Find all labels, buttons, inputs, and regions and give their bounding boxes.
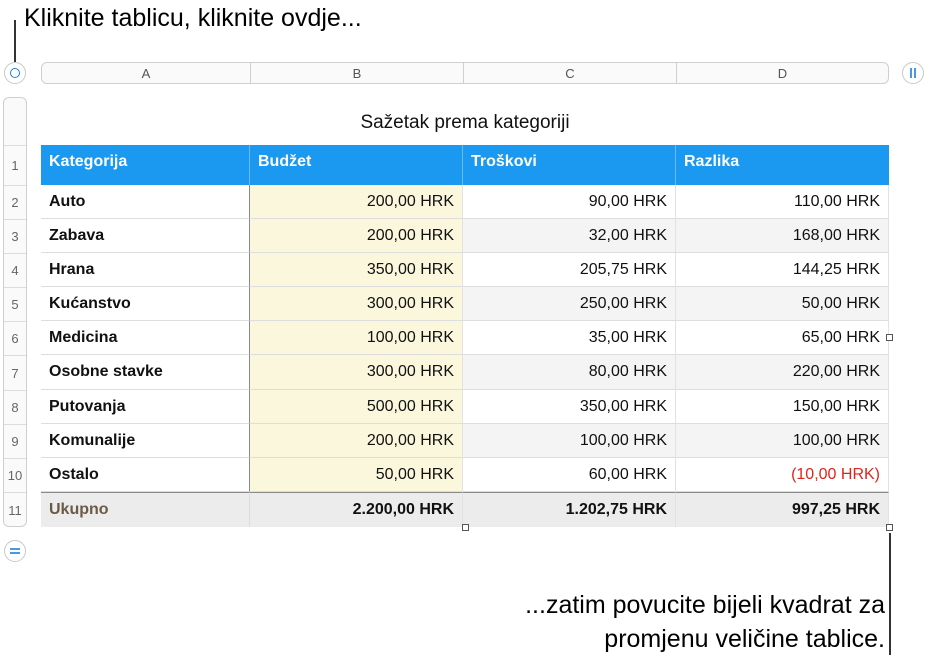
table-row [41, 287, 889, 321]
difference-cell[interactable]: 144,25 HRK [676, 253, 889, 287]
category-cell[interactable]: Zabava [41, 219, 250, 253]
column-header-a[interactable]: A [42, 63, 251, 83]
budget-cell[interactable]: 350,00 HRK [250, 253, 463, 287]
table-row [41, 458, 889, 492]
header-cell-expenses[interactable]: Troškovi [463, 145, 676, 185]
expenses-cell[interactable]: 35,00 HRK [463, 321, 676, 355]
row-header-2[interactable]: 2 [11, 195, 19, 210]
footer-difference-total[interactable]: 997,25 HRK [676, 492, 889, 527]
expenses-cell[interactable]: 350,00 HRK [463, 390, 676, 424]
table-row [41, 390, 889, 424]
table-row [41, 253, 889, 287]
difference-cell[interactable]: 110,00 HRK [676, 185, 889, 219]
footer-expenses-total[interactable]: 1.202,75 HRK [463, 492, 676, 527]
difference-cell[interactable]: 168,00 HRK [676, 219, 889, 253]
budget-cell[interactable]: 200,00 HRK [250, 424, 463, 458]
difference-cell[interactable]: 220,00 HRK [676, 355, 889, 390]
callout-top-leader [14, 20, 16, 62]
budget-cell[interactable]: 200,00 HRK [250, 219, 463, 253]
circle-select-icon [10, 68, 20, 78]
row-header-9[interactable]: 9 [11, 434, 19, 449]
table-row [41, 321, 889, 355]
expenses-cell[interactable]: 205,75 HRK [463, 253, 676, 287]
expenses-cell[interactable]: 60,00 HRK [463, 458, 676, 492]
expenses-cell[interactable]: 90,00 HRK [463, 185, 676, 219]
footer-total-label[interactable]: Ukupno [41, 492, 250, 527]
budget-cell[interactable]: 50,00 HRK [250, 458, 463, 492]
header-cell-difference[interactable]: Razlika [676, 145, 889, 185]
pause-bars-icon [902, 62, 924, 84]
table-row [41, 219, 889, 253]
row-header-8[interactable]: 8 [11, 400, 19, 415]
expenses-cell[interactable]: 32,00 HRK [463, 219, 676, 253]
difference-cell[interactable]: 100,00 HRK [676, 424, 889, 458]
table-row [41, 185, 889, 219]
callout-bottom-text [525, 588, 885, 656]
table-header-row [41, 145, 889, 185]
row-header-3[interactable]: 3 [11, 229, 19, 244]
category-cell[interactable]: Hrana [41, 253, 250, 287]
row-header-7[interactable]: 7 [11, 365, 19, 381]
resize-handle-bottom[interactable] [462, 524, 469, 531]
footer-budget-total[interactable]: 2.200,00 HRK [250, 492, 463, 527]
select-table-button[interactable] [4, 62, 26, 84]
header-cell-budget[interactable]: Budžet [250, 145, 463, 185]
difference-cell-negative[interactable]: (10,00 HRK) [676, 458, 889, 492]
header-cell-category[interactable]: Kategorija [41, 145, 250, 185]
row-header-10[interactable]: 10 [7, 468, 23, 483]
table-title[interactable]: Sažetak prema kategoriji [360, 112, 570, 133]
expenses-cell[interactable]: 80,00 HRK [463, 355, 676, 390]
callout-bottom-line2: promjenu veličine tablice. [604, 625, 885, 653]
table-footer-row [41, 492, 889, 527]
budget-cell[interactable]: 300,00 HRK [250, 287, 463, 321]
category-cell[interactable]: Osobne stavke [41, 355, 250, 390]
row-header-bar [3, 97, 27, 527]
expenses-cell[interactable]: 100,00 HRK [463, 424, 676, 458]
column-header-d[interactable]: D [777, 65, 788, 81]
difference-cell[interactable]: 50,00 HRK [676, 287, 889, 321]
resize-handle-right[interactable] [886, 334, 893, 341]
budget-cell[interactable]: 200,00 HRK [250, 185, 463, 219]
column-header-b[interactable]: B [251, 63, 464, 83]
category-cell[interactable]: Ostalo [41, 458, 250, 492]
column-header-c[interactable]: C [464, 63, 677, 83]
category-cell[interactable]: Komunalije [41, 424, 250, 458]
add-row-button[interactable] [4, 540, 26, 562]
category-cell[interactable]: Auto [41, 185, 250, 219]
row-header-11[interactable]: 11 [8, 502, 22, 518]
callout-bottom-leader [889, 533, 891, 655]
difference-cell[interactable]: 150,00 HRK [676, 390, 889, 424]
row-header-4[interactable]: 4 [11, 263, 19, 278]
column-header-bar [41, 62, 889, 84]
add-column-button[interactable] [902, 62, 924, 84]
callout-bottom-line1: ...zatim povucite bijeli kvadrat za [525, 591, 885, 619]
resize-handle-corner[interactable] [886, 524, 893, 531]
callout-top-text: Kliknite tablicu, kliknite ovdje... [24, 4, 362, 32]
category-cell[interactable]: Kućanstvo [41, 287, 250, 321]
expenses-cell[interactable]: 250,00 HRK [463, 287, 676, 321]
row-header-6[interactable]: 6 [11, 331, 19, 346]
budget-cell[interactable]: 300,00 HRK [250, 355, 463, 390]
category-cell[interactable]: Putovanja [41, 390, 250, 424]
table-row [41, 355, 889, 390]
budget-cell[interactable]: 500,00 HRK [250, 390, 463, 424]
difference-cell[interactable]: 65,00 HRK [676, 321, 889, 355]
row-header-5[interactable]: 5 [11, 297, 19, 312]
budget-cell[interactable]: 100,00 HRK [250, 321, 463, 355]
equals-icon [4, 540, 26, 562]
row-header-1[interactable]: 1 [11, 157, 19, 173]
category-cell[interactable]: Medicina [41, 321, 250, 355]
table-row [41, 424, 889, 458]
